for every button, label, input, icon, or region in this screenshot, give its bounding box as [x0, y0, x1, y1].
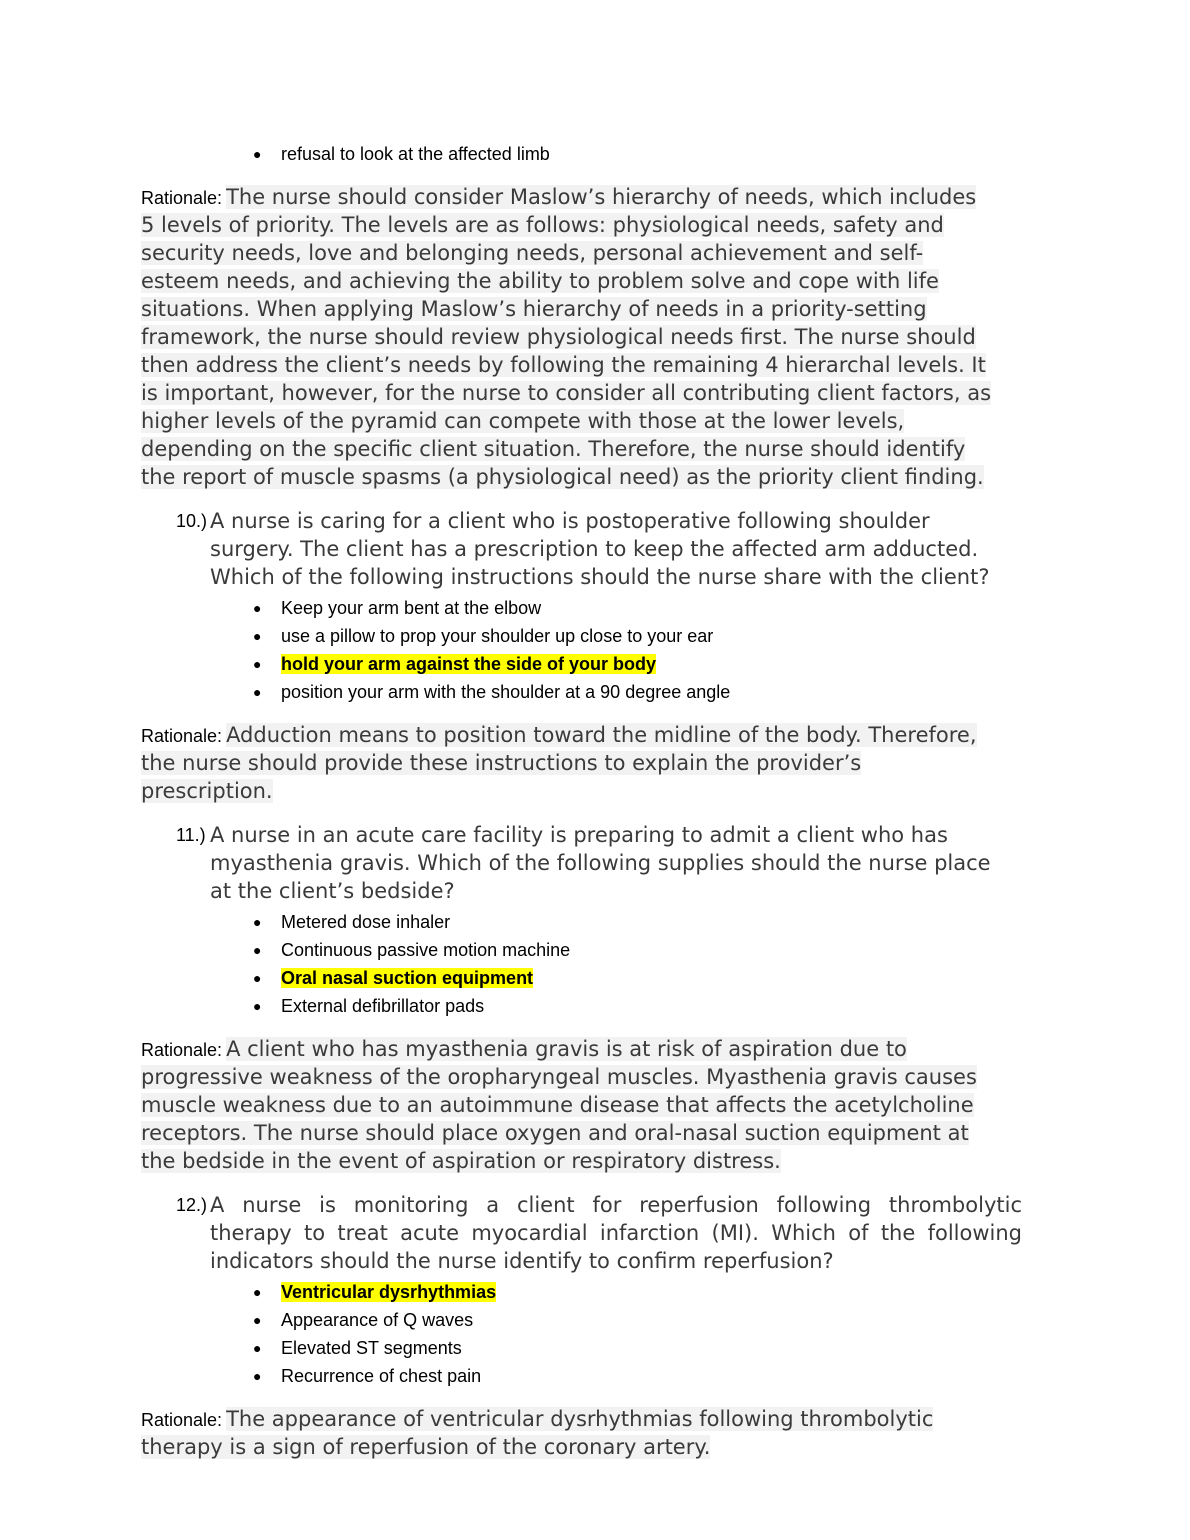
- rationale-line: [141, 1147, 1051, 1175]
- option-item: [253, 1306, 1051, 1334]
- rationale-text: situations. When applying Maslow’s hierarchy of needs in a priority-setting: [141, 297, 927, 321]
- rationale-line: [141, 721, 1051, 749]
- rationale-label: Rationale:: [141, 1040, 223, 1060]
- rationale-text: prescription.: [141, 779, 273, 803]
- correct-answer-text: Ventricular dysrhythmias: [281, 1282, 497, 1302]
- question-text-line: therapy to treat acute myocardial infarction (MI). Which of the following: [210, 1221, 1022, 1245]
- rationale-line: [141, 1091, 1051, 1119]
- option-item: [253, 650, 1051, 678]
- question-text-line: at the client’s bedside?: [210, 879, 455, 903]
- intro-option-list: [141, 140, 1051, 168]
- option-item: [253, 992, 1051, 1020]
- correct-answer-text: Oral nasal suction equipment: [281, 968, 534, 988]
- option-item: [253, 140, 1051, 168]
- rationale-text: muscle weakness due to an autoimmune disease that affects the acetylcholine: [141, 1093, 974, 1117]
- rationale-text: esteem needs, and achieving the ability to problem solve and cope with life: [141, 269, 939, 293]
- rationale-line: [141, 239, 1051, 267]
- bullet-icon: ●: [253, 656, 262, 672]
- question-text-line: A nurse is caring for a client who is postoperative following shoulder: [210, 509, 930, 533]
- bullet-icon: ●: [253, 628, 262, 644]
- question-text-line: myasthenia gravis. Which of the following supplies should the nurse place: [210, 851, 991, 875]
- rationale-line: [141, 1063, 1051, 1091]
- option-text: Continuous passive motion machine: [281, 940, 571, 960]
- bullet-icon: ●: [253, 970, 262, 986]
- option-item: [253, 908, 1051, 936]
- option-text: Elevated ST segments: [281, 1338, 462, 1358]
- rationale-line: [141, 323, 1051, 351]
- bullet-icon: ●: [253, 146, 262, 162]
- option-item: [253, 1362, 1051, 1390]
- rationale-block: [141, 1405, 1051, 1461]
- rationale-line: [141, 295, 1051, 323]
- rationale-label: Rationale:: [141, 1410, 223, 1430]
- rationale-line: [141, 407, 1051, 435]
- option-text: Recurrence of chest pain: [281, 1366, 482, 1386]
- rationale-label: Rationale:: [141, 726, 223, 746]
- bullet-icon: ●: [253, 1312, 262, 1328]
- rationale-text: The appearance of ventricular dysrhythmias following thrombolytic: [226, 1407, 934, 1431]
- rationale-text: the nurse should provide these instructions to explain the provider’s: [141, 751, 862, 775]
- rationale-line: [141, 435, 1051, 463]
- option-item: [253, 594, 1051, 622]
- rationale-label: Rationale:: [141, 188, 223, 208]
- rationale-text: the bedside in the event of aspiration or respiratory distress.: [141, 1149, 781, 1173]
- rationale-text: is important, however, for the nurse to consider all contributing client factors, as: [141, 381, 992, 405]
- bullet-icon: ●: [253, 1284, 262, 1300]
- question-number: 11.): [176, 825, 206, 845]
- rationale-text: framework, the nurse should review physiological needs first. The nurse should: [141, 325, 976, 349]
- question-text-line: surgery. The client has a prescription to keep the affected arm adducted.: [210, 537, 979, 561]
- rationale-block: [141, 721, 1051, 805]
- rationale-line: [141, 183, 1051, 211]
- rationale-line: [141, 463, 1051, 491]
- option-text: position your arm with the shoulder at a 90 degree angle: [281, 682, 731, 702]
- rationale-line: [141, 1433, 1051, 1461]
- option-text: refusal to look at the affected limb: [281, 144, 550, 164]
- question-12: [141, 1191, 1051, 1275]
- rationale-block: [141, 183, 1051, 491]
- option-item: [253, 678, 1051, 706]
- rationale-text: receptors. The nurse should place oxygen and oral-nasal suction equipment at: [141, 1121, 969, 1145]
- rationale-line: [141, 351, 1051, 379]
- option-item: [253, 1278, 1051, 1306]
- correct-answer-text: hold your arm against the side of your body: [281, 654, 657, 674]
- option-item: [253, 622, 1051, 650]
- rationale-text: security needs, love and belonging needs, personal achievement and self-: [141, 241, 924, 265]
- bullet-icon: ●: [253, 1340, 262, 1356]
- question-11: [141, 821, 1051, 905]
- bullet-icon: ●: [253, 1368, 262, 1384]
- option-list: [141, 908, 1051, 1020]
- questions: [141, 507, 1051, 1461]
- question-text-line: A nurse in an acute care facility is preparing to admit a client who has: [210, 823, 948, 847]
- document-content: [141, 140, 1051, 1461]
- rationale-text: 5 levels of priority. The levels are as follows: physiological needs, safety and: [141, 213, 944, 237]
- option-text: use a pillow to prop your shoulder up close to your ear: [281, 626, 714, 646]
- option-text: Appearance of Q waves: [281, 1310, 474, 1330]
- question-number: 12.): [176, 1195, 208, 1215]
- bullet-icon: ●: [253, 942, 262, 958]
- rationale-text: higher levels of the pyramid can compete with those at the lower levels,: [141, 409, 905, 433]
- bullet-icon: ●: [253, 914, 262, 930]
- bullet-icon: ●: [253, 684, 262, 700]
- bullet-icon: ●: [253, 998, 262, 1014]
- rationale-text: then address the client’s needs by following the remaining 4 hierarchal levels. It: [141, 353, 986, 377]
- option-list: [141, 594, 1051, 706]
- rationale-line: [141, 749, 1051, 777]
- option-text: Metered dose inhaler: [281, 912, 451, 932]
- question-text-line: Which of the following instructions should the nurse share with the client?: [210, 565, 990, 589]
- rationale-line: [141, 1119, 1051, 1147]
- rationale-text: A client who has myasthenia gravis is at risk of aspiration due to: [226, 1037, 907, 1061]
- rationale-line: [141, 1035, 1051, 1063]
- rationale-text: Adduction means to position toward the midline of the body. Therefore,: [226, 723, 977, 747]
- question-text-line: A nurse is monitoring a client for reperfusion following thrombolytic: [210, 1193, 1022, 1217]
- question-text-line: indicators should the nurse identify to confirm reperfusion?: [210, 1249, 834, 1273]
- rationale-block: [141, 1035, 1051, 1175]
- rationale-line: [141, 267, 1051, 295]
- option-list: [141, 1278, 1051, 1390]
- rationale-text: therapy is a sign of reperfusion of the coronary artery.: [141, 1435, 711, 1459]
- rationale-text: progressive weakness of the oropharyngeal muscles. Myasthenia gravis causes: [141, 1065, 977, 1089]
- question-number: 10.): [176, 511, 208, 531]
- rationale-text: The nurse should consider Maslow’s hierarchy of needs, which includes: [226, 185, 977, 209]
- rationale-line: [141, 1405, 1051, 1433]
- option-item: [253, 936, 1051, 964]
- option-text: Keep your arm bent at the elbow: [281, 598, 542, 618]
- rationale-line: [141, 379, 1051, 407]
- rationale-text: depending on the specific client situation. Therefore, the nurse should identify: [141, 437, 966, 461]
- option-item: [253, 1334, 1051, 1362]
- option-text: External defibrillator pads: [281, 996, 485, 1016]
- rationale-line: [141, 777, 1051, 805]
- option-item: [253, 964, 1051, 992]
- rationale-line: [141, 211, 1051, 239]
- question-10: [141, 507, 1051, 591]
- bullet-icon: ●: [253, 600, 262, 616]
- rationale-text: the report of muscle spasms (a physiological need) as the priority client finding.: [141, 465, 984, 489]
